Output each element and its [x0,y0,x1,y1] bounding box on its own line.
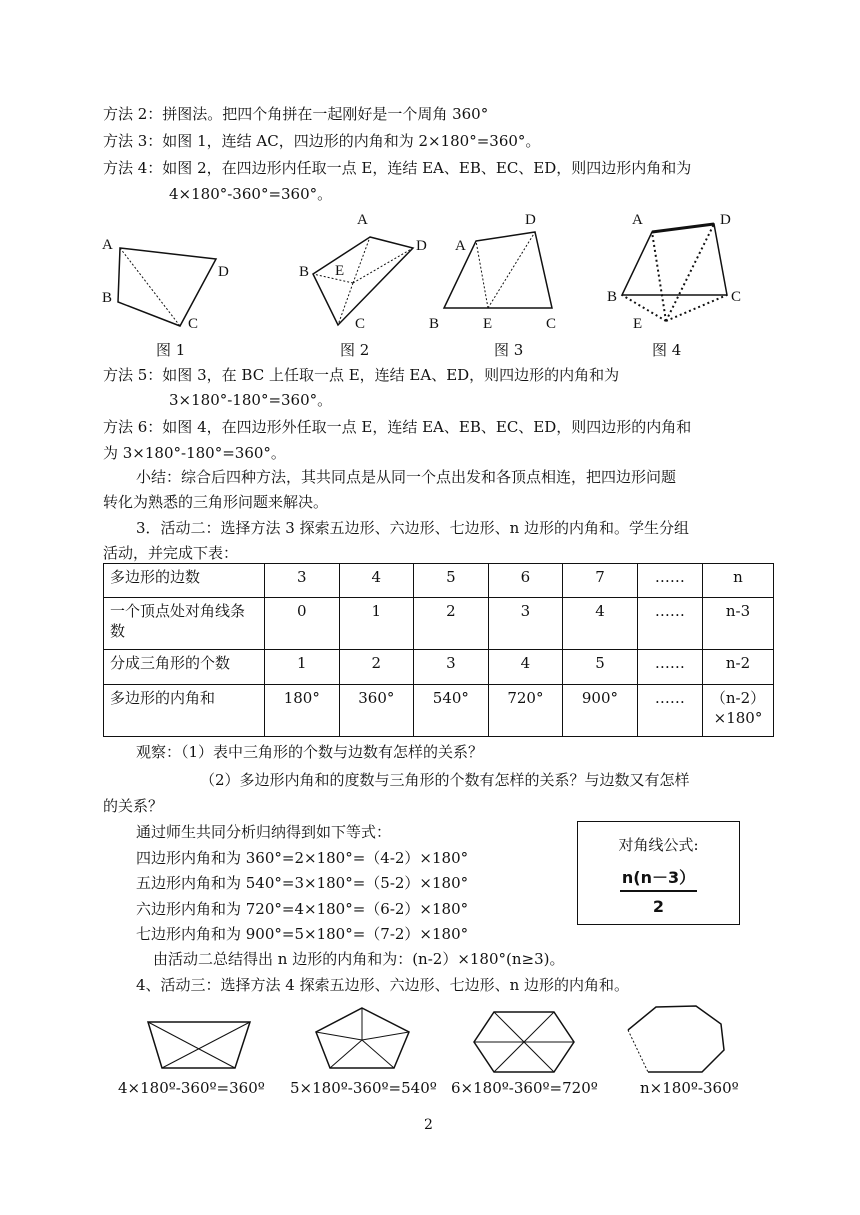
label-A: A [102,237,113,253]
table-cell: 720° [488,685,563,737]
method-4-result: 4×180°-360°=360°。 [169,185,333,203]
table-cell: 540° [414,685,489,737]
table-cell: n-2 [703,650,774,685]
label-B: B [429,316,440,332]
label-D: D [525,212,536,228]
method-4-line: 方法 4：如图 2，在四边形内任取一点 E，连结 EA、EB、EC、ED，则四边形内角和为 [103,159,692,177]
label-A: A [455,238,466,254]
table-cell: 4 [339,564,414,598]
table-cell: n [703,564,774,598]
label-C: C [546,316,557,332]
polygon-angle-table [103,563,774,737]
fraction-bar [620,890,697,892]
hexagon-diagram [470,1006,580,1076]
equation-pentagon: 五边形内角和为 540°=3×180°=（5-2）×180° [136,874,469,892]
row-header: 分成三角形的个数 [104,650,265,685]
table-cell: 5 [414,564,489,598]
table-cell: n-3 [703,598,774,650]
table-cell: 0 [265,598,340,650]
table-cell: 3 [414,650,489,685]
table-cell: …… [637,685,702,737]
label-C: C [355,316,366,332]
observe-line-1: 观察：（1）表中三角形的个数与边数有怎样的关系？ [136,743,484,761]
activity-2-line-1: 3．活动二：选择方法 3 探索五边形、六边形、七边形、n 边形的内角和。学生分组 [136,519,690,537]
table-cell: 7 [563,564,638,598]
method-5-result: 3×180°-180°=360°。 [169,391,333,409]
table-cell: 5 [563,650,638,685]
pentagon-diagram [308,1002,418,1074]
method-5-line: 方法 5：如图 3，在 BC 上任取一点 E，连结 EA、ED，则四边形的内角和为 [103,366,620,384]
row-header: 多边形的边数 [104,564,265,598]
label-B: B [299,264,310,280]
label-C: C [731,289,742,305]
summary-line-2: 转化为熟悉的三角形问题来解决。 [103,493,329,511]
label-D: D [720,212,731,228]
figure-1 [100,228,240,330]
table-cell: 4 [488,650,563,685]
caption-figure-4: 图 4 [652,341,682,359]
table-row [104,650,774,685]
formula-denominator: 2 [652,897,665,916]
equation-quadrilateral: 四边形内角和为 360°=2×180°=（4-2）×180° [136,849,469,867]
caption-quadrilateral: 4×180º-360º=360º [118,1079,265,1097]
label-C: C [188,316,199,330]
equation-hexagon: 六边形内角和为 720°=4×180°=（6-2）×180° [136,900,469,918]
table-cell: 3 [265,564,340,598]
table-cell: 2 [339,650,414,685]
table-row [104,598,774,650]
table-cell: 3 [488,598,563,650]
caption-figure-1: 图 1 [156,341,186,359]
table-cell: 4 [563,598,638,650]
quadrilateral-diagram [140,1012,260,1074]
table-cell: …… [637,564,702,598]
label-D: D [218,264,229,280]
table-cell: 2 [414,598,489,650]
row-header: 一个顶点处对角线条数 [104,598,265,650]
formula-numerator: n(n－3） [621,868,696,887]
activity-3-line: 4、活动三：选择方法 4 探索五边形、六边形、七边形、n 边形的内角和。 [136,976,630,994]
caption-hexagon: 6×180º-360º=720º [451,1079,598,1097]
caption-pentagon: 5×180º-360º=540º [290,1079,437,1097]
label-B: B [102,290,113,306]
label-E: E [633,316,643,332]
figure-4 [600,208,760,334]
caption-figure-3: 图 3 [494,341,524,359]
caption-figure-2: 图 2 [340,341,370,359]
method-3-line: 方法 3：如图 1，连结 AC，四边形的内角和为 2×180°=360°。 [103,132,541,150]
method-6-line: 方法 6：如图 4，在四边形外任取一点 E，连结 EA、EB、EC、ED，则四边形的内角和 [103,418,692,436]
table-cell: …… [637,598,702,650]
table-cell: （n-2）×180° [703,685,774,737]
caption-heptagon: n×180º-360º [640,1079,739,1097]
table-cell: 6 [488,564,563,598]
label-B: B [607,289,618,305]
table-cell: 360° [339,685,414,737]
n-gon-conclusion: 由活动二总结得出 n 边形的内角和为：(n-2）×180°(n≥3)。 [153,950,565,968]
diagonal-formula-box [577,821,740,925]
method-6-result: 为 3×180°-180°=360°。 [103,444,286,462]
summary-line-1: 小结：综合后四种方法，其共同点是从同一个点出发和各顶点相连，把四边形问题 [136,468,677,486]
activity-2-line-2: 活动，并完成下表： [103,544,239,562]
equation-heptagon: 七边形内角和为 900°=5×180°=（7-2）×180° [136,925,469,943]
figure-3 [425,208,565,332]
label-E: E [335,263,345,279]
table-cell: 1 [339,598,414,650]
table-cell: 180° [265,685,340,737]
table-cell: 1 [265,650,340,685]
analysis-intro: 通过师生共同分析归纳得到如下等式： [136,823,392,841]
observe-line-2: （2）多边形内角和的度数与三角形的个数有怎样的关系？与边数又有怎样 [200,771,690,789]
label-E: E [483,316,493,332]
label-A: A [357,212,368,228]
heptagon-diagram [618,1000,738,1078]
observe-line-3: 的关系？ [103,797,164,815]
label-A: A [632,212,643,228]
table-cell: …… [637,650,702,685]
page-number: 2 [424,1117,433,1133]
method-2-line: 方法 2：拼图法。把四个角拼在一起刚好是一个周角 360° [103,105,489,123]
label-D: D [416,238,427,254]
table-row [104,685,774,737]
formula-title: 对角线公式: [618,836,699,854]
row-header: 多边形的内角和 [104,685,265,737]
figure-2 [295,208,435,332]
table-cell: 900° [563,685,638,737]
table-row [104,564,774,598]
